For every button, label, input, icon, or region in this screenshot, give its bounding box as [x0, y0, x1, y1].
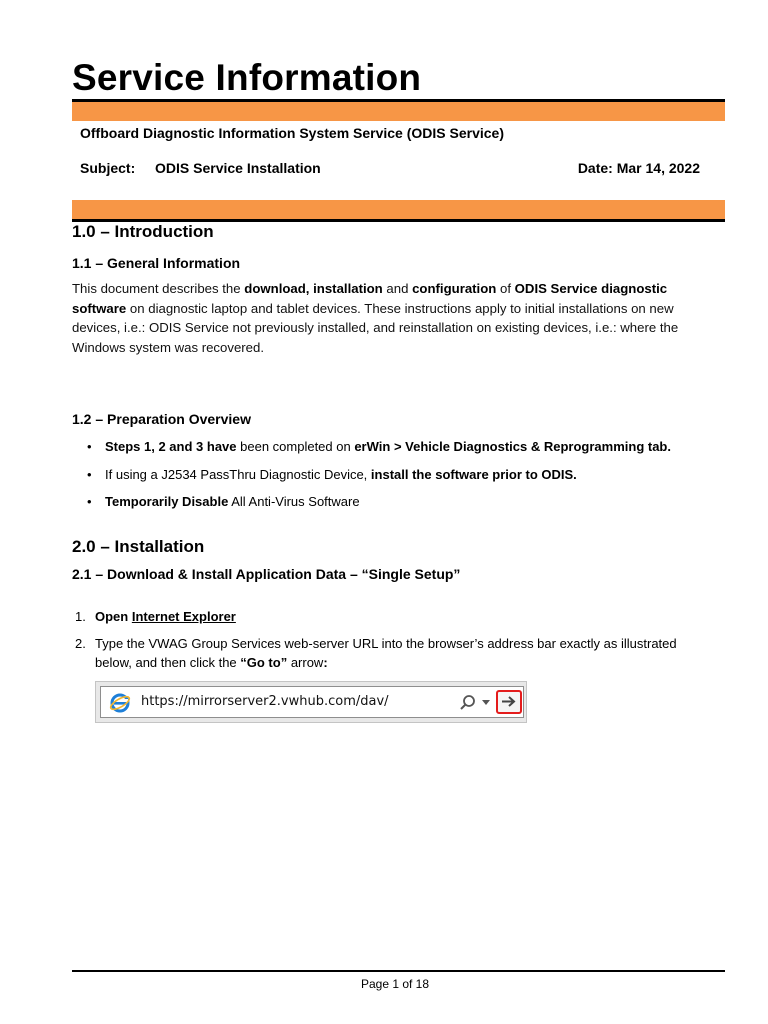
list-item [72, 492, 722, 520]
header-band-top [72, 99, 725, 121]
bullet-icon: • [87, 494, 92, 509]
preparation-list [72, 437, 722, 520]
para-text: and [382, 281, 413, 296]
bullet-icon: • [87, 466, 92, 482]
para-bold: ODIS Service diagnostic software [72, 281, 668, 316]
ie-icon [109, 692, 131, 714]
internet-explorer-link[interactable]: Internet Explorer [131, 609, 236, 624]
bullet-bold: erWin > Vehicle Diagnostics & Reprogramming tab. [354, 439, 671, 454]
address-field[interactable] [100, 686, 524, 718]
step-text: Type the VWAG Group Services web-server URL into the browser’s address bar exactly as illustrated below, and then click the [95, 636, 677, 670]
bullet-text: All Anti-Virus Software [228, 494, 360, 509]
step-text: arrow [287, 655, 324, 670]
search-icon[interactable] [459, 694, 477, 712]
step-bold: Open [95, 609, 132, 624]
subject-value: ODIS Service Installation [155, 160, 321, 176]
bullet-bold: Temporarily Disable [105, 494, 229, 509]
para-text: on diagnostic laptop and tablet devices. These instructions apply to initial installations on new devices, i.e.: ODIS Service not previously installed, and reinstallation on existing devices, i.e.: where the Windows system was recovered. [72, 300, 679, 355]
go-arrow-icon [500, 694, 517, 709]
installation-steps [72, 607, 712, 680]
step-number: 2. [75, 636, 86, 651]
bullet-icon: • [87, 439, 92, 454]
document-date: Date: Mar 14, 2022 [577, 160, 700, 176]
bullet-bold: Steps 1, 2 and 3 have [105, 439, 237, 454]
para-bold: download, installation [244, 281, 383, 296]
dropdown-icon[interactable] [482, 700, 490, 705]
list-item [72, 465, 722, 493]
bullet-bold: install the software prior to ODIS. [370, 466, 577, 482]
general-info-paragraph [72, 279, 712, 357]
footer-divider [72, 970, 725, 972]
para-bold: configuration [412, 281, 497, 296]
bullet-text: If using a J2534 PassThru Diagnostic Device, [105, 466, 371, 482]
list-item [72, 634, 712, 672]
subject-label: Subject: [80, 160, 136, 176]
browser-address-bar-screenshot [95, 681, 527, 723]
list-item [72, 437, 722, 465]
list-item [72, 607, 712, 626]
step-bold: : [323, 655, 328, 670]
section-heading-installation: 2.0 – Installation [72, 537, 205, 556]
system-name: Offboard Diagnostic Information System Service (ODIS Service) [80, 125, 504, 141]
subsection-heading-download: 2.1 – Download & Install Application Data – “Single Setup” [72, 566, 461, 582]
page-number: Page 1 of 18 [360, 977, 430, 991]
page-title: Service Information [72, 57, 422, 98]
header-band-bottom [72, 200, 725, 222]
para-text: This document describes the [72, 281, 245, 296]
step-bold: “Go to” [240, 655, 288, 670]
bullet-text: been completed on [236, 439, 355, 454]
subsection-heading-preparation: 1.2 – Preparation Overview [72, 411, 251, 427]
section-heading-introduction: 1.0 – Introduction [72, 222, 214, 241]
subsection-heading-general-info: 1.1 – General Information [72, 255, 241, 271]
step-number: 1. [75, 609, 86, 624]
para-text: of [496, 281, 515, 296]
url-text: https://mirrorserver2.vwhub.com/dav/ [141, 694, 389, 709]
go-button[interactable] [496, 690, 522, 714]
